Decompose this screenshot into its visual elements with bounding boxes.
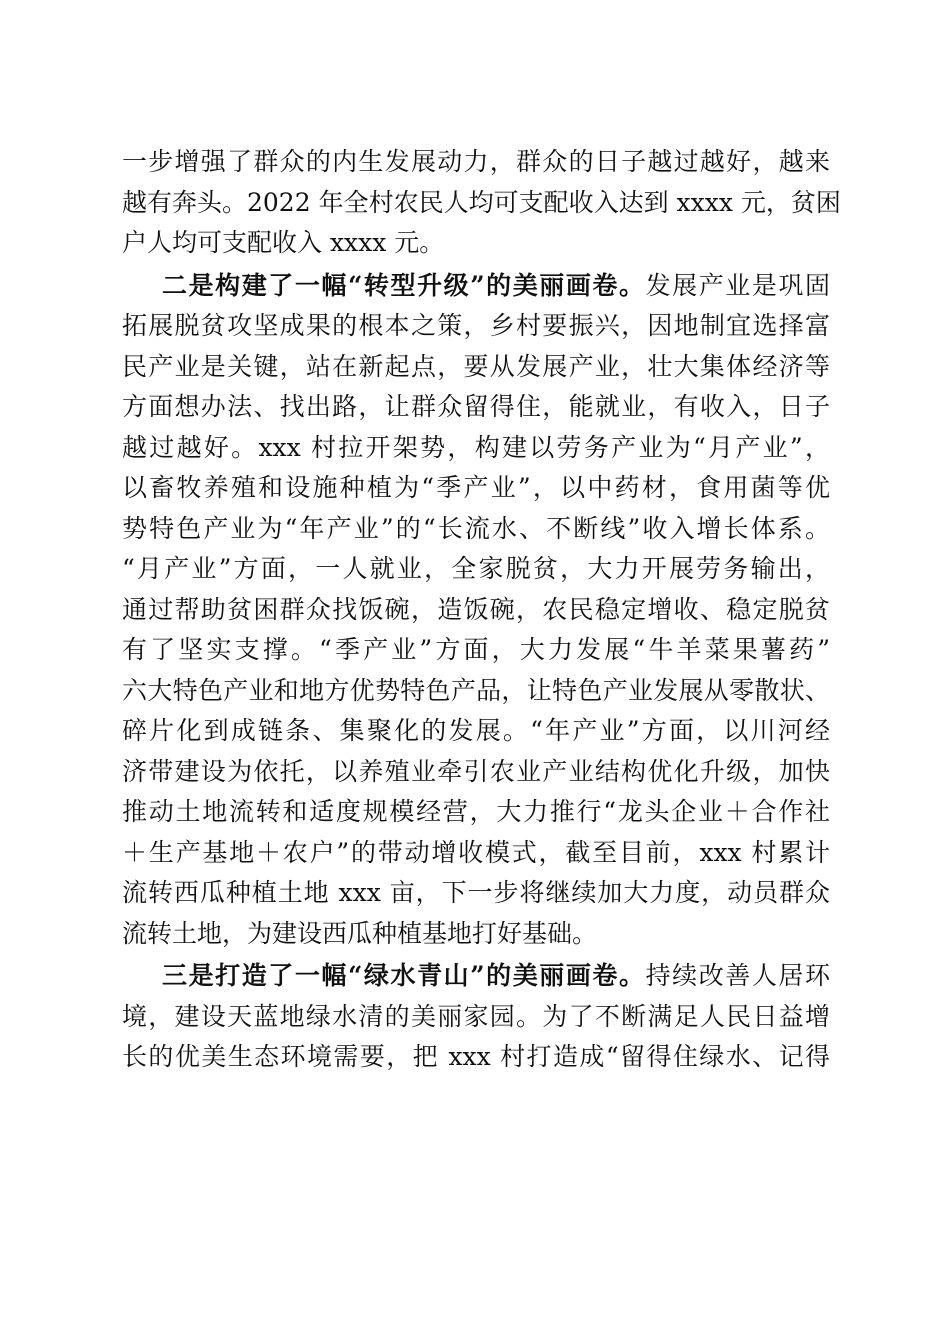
text-line: 势特色产业为“年产业”的“长流水、不断线”收入增长体系。 [122,513,830,543]
text-line: 通过帮助贫困群众找饭碗，造饭碗，农民稳定增收、稳定脱贫 [122,594,830,624]
text-line: ＋生产基地＋农户”的带动增收模式，截至目前，xxx 村累计 [122,837,830,867]
paragraph-income [122,142,841,264]
paragraph-heading: 二是构建了一幅“转型升级”的美丽画卷。 [162,270,646,300]
text-line: 有了坚实支撑。“季产业”方面，大力发展“牛羊菜果薯药” [122,635,830,664]
text-line: 越有奔头。2022 年全村农民人均可支配收入达到 xxxx 元，贫困 [122,187,841,217]
text-line: 一步增强了群众的内生发展动力，群众的日子越过越好，越来 [122,147,830,176]
text-line: 流转西瓜种植土地 xxx 亩，下一步将继续加大力度，动员群众 [122,878,830,907]
text-line: 户人均可支配收入 xxxx 元。 [122,228,445,257]
document-body [122,142,841,1078]
paragraph-heading: 三是打造了一幅“绿水青山”的美丽画卷。 [162,961,646,990]
text-run: 发展产业是巩固 [645,270,830,300]
text-line: 境，建设天蓝地绿水清的美丽家园。为了不断满足人民日益增 [122,1001,830,1031]
text-line: 碎片化到成链条、集聚化的发展。“年产业”方面，以川河经 [122,716,830,745]
text-line [122,266,830,307]
paragraph-transformation [122,266,830,955]
text-line: 济带建设为依托，以养殖业牵引农业产业结构优化升级，加快 [122,756,830,786]
text-line [122,956,830,997]
text-line: 民产业是关键，站在新起点，要从发展产业，壮大集体经济等 [122,351,830,381]
text-line: 越过越好。xxx 村拉开架势，构建以劳务产业为“月产业”， [122,432,830,462]
text-line: 流转土地，为建设西瓜种植基地打好基础。 [122,918,598,948]
text-run: 持续改善人居环 [645,961,830,990]
text-line: 推动土地流转和适度规模经营，大力推行“龙头企业＋合作社 [122,797,830,826]
text-line: 拓展脱贫攻坚成果的根本之策，乡村要振兴，因地制宜选择富 [122,311,830,340]
text-line: 以畜牧养殖和设施种植为“季产业”，以中药材，食用菌等优 [122,473,830,502]
text-line: 方面想办法、找出路，让群众留得住，能就业，有收入，日子 [122,392,830,421]
paragraph-green-mountains [122,956,830,1078]
text-line: 长的优美生态环境需要，把 xxx 村打造成“留得住绿水、记得 [122,1042,830,1071]
text-line: “月产业”方面，一人就业，全家脱贫，大力开展劳务输出， [122,554,830,583]
text-line: 六大特色产业和地方优势特色产品，让特色产业发展从零散状、 [122,675,830,705]
